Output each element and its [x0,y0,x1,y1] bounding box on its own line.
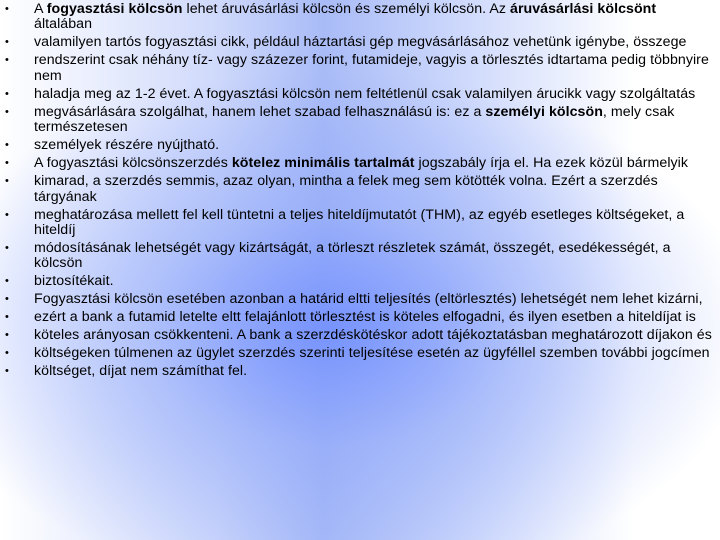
list-item: • kimarad, a szerzdés semmis, azaz olyan, mintha a felek meg sem kötötték volna. Ezért a szerzdés tárgyának [5,173,658,205]
bullet-dot: • [5,275,9,288]
bullet-dot: • [5,139,9,152]
bold-term: személyi kölcsön [485,103,603,120]
bullet-dot: • [5,242,9,255]
bullet-dot: • [5,347,9,360]
bold-term: fogyasztási kölcsön [46,1,183,17]
bullet-dot: • [5,105,9,118]
list-item: • biztosítékait. [5,273,114,290]
list-item: • köteles arányosan csökkenteni. A bank a szerzdéskötéskor adott tájékoztatásban meghatározott díjakon és [5,327,712,344]
bullet-dot: • [5,3,9,15]
list-item: • megvásárlására szolgálhat, hanem lehet szabad felhasználású is: ez a személyi kölcsön, mely csak természetesen [5,103,675,136]
bold-term: áruvásárlási kölcsönt [510,1,657,17]
list-item: • haladja meg az 1-2 évet. A fogyasztási kölcsön nem feltétlenül csak valamilyen árucikk vagy szolgáltatás [5,85,696,102]
list-item: • költségeken túlmenen az ügylet szerzdés szerinti teljesítése esetén az ügyféllel szemben további jogcímen [5,345,710,362]
bullet-dot: • [5,293,9,306]
bullet-list [0,2,716,382]
bullet-dot: • [5,175,9,188]
list-item: • ezért a bank a futamid letelte eltt felajánlott törlesztést is köteles elfogadni, és ilyen esetben a hiteldíjat is [5,309,696,326]
list-item: • A fogyasztási kölcsönszerzdés kötelez minimális tartalmát jogszabály írja el. Ha ezek közül bármelyik [5,155,689,172]
bullet-dot: • [5,329,9,342]
list-item: • Fogyasztási kölcsön esetében azonban a határid eltti teljesítés (eltörlesztés) lehetségét nem lehet kizárni, [5,291,703,308]
bullet-dot: • [5,157,9,170]
bullet-dot: • [5,365,9,378]
bullet-dot: • [5,54,9,67]
list-item: • meghatározása mellett fel kell tüntetni a teljes hiteldíjmutatót (THM), az egyéb esetleges költségeket, a hiteldíj [5,206,685,239]
bullet-dot: • [5,208,9,221]
list-item: • A fogyasztási kölcsön lehet áruvásárlási kölcsön és személyi kölcsön. Az áruvásárlási kölcsönt általában [5,1,657,33]
list-item: • költséget, díjat nem számíthat fel. [5,363,248,380]
bold-term: kötelez minimális tartalmát [231,155,415,172]
list-item: • személyek részére nyújtható. [5,137,220,154]
bullet-dot: • [5,87,9,100]
bullet-dot: • [5,36,9,49]
bullet-dot: • [5,311,9,324]
list-item: • módosításának lehetségét vagy kizártságát, a törleszt részletek számát, összegét, esedékességét, a kölcsön [5,240,671,272]
list-item: • rendszerint csak néhány tíz- vagy százezer forint, futamideje, vagyis a törlesztés idtartama pedig többnyire nem [5,52,709,84]
list-item: • valamilyen tartós fogyasztási cikk, például háztartási gép megvásárlásához vehetünk igénybe, összege [5,34,687,51]
